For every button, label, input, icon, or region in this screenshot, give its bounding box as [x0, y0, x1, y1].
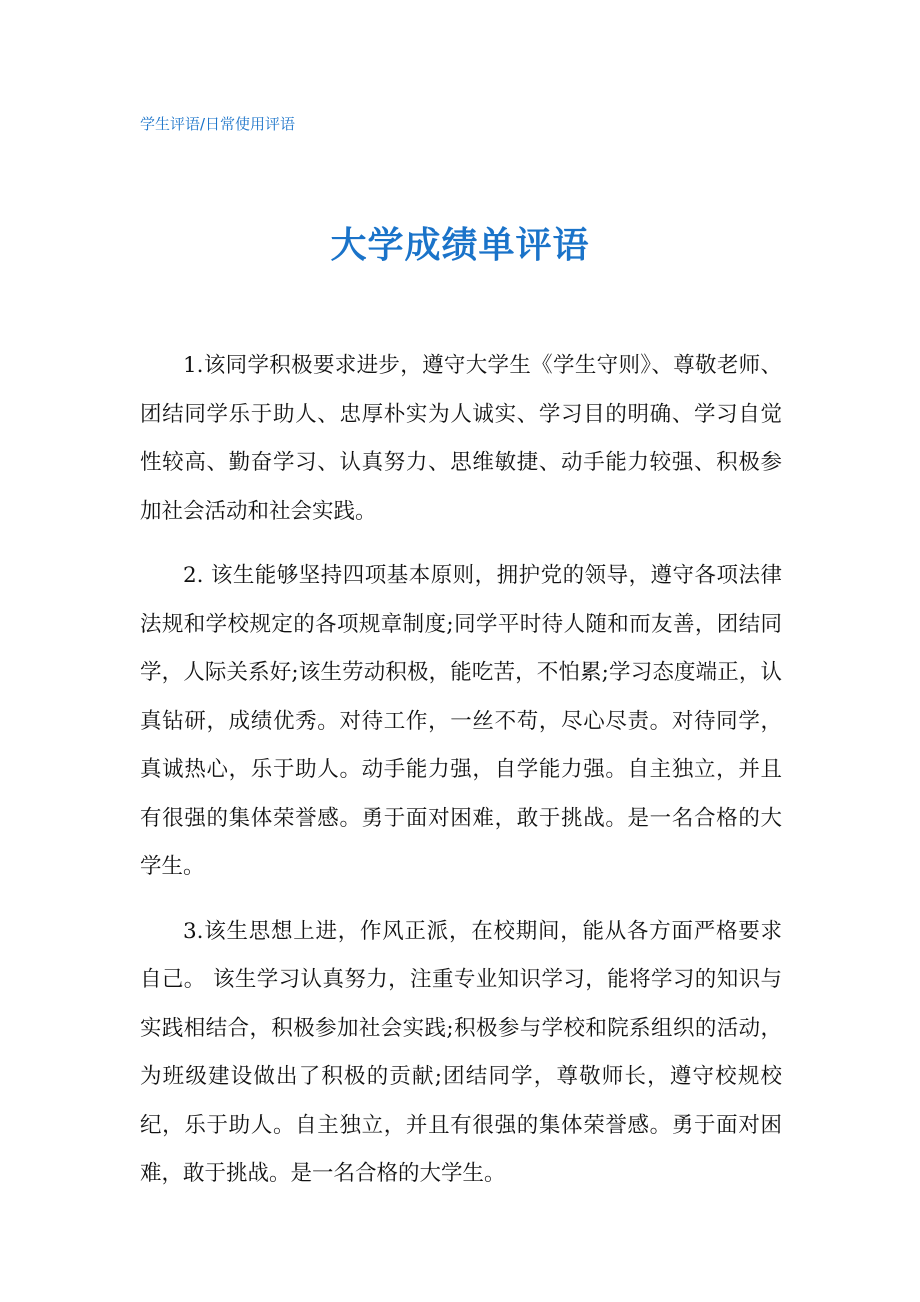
page-title: 大学成绩单评语 — [330, 225, 590, 266]
document-body — [140, 342, 782, 1215]
paragraph-3: 3.该生思想上进，作风正派，在校期间，能从各方面严格要求自己。 该生学习认真努力，注重专业知识学习，能将学习的知识与实践相结合，积极参加社会实践;积极参与学校和院系组织的活动，为班级建设做出了积极的贡献;团结同学，尊敬师长，遵守校规校纪，乐于助人。自主独立，并且有很强的集体荣誉感。勇于面对困难，敢于挑战。是一名合格的大学生。 — [140, 918, 782, 1186]
breadcrumb[interactable]: 学生评语/日常使用评语 — [140, 115, 296, 133]
paragraph-2: 2. 该生能够坚持四项基本原则，拥护党的领导，遵守各项法律法规和学校规定的各项规章制度;同学平时待人随和而友善，团结同学，人际关系好;该生劳动积极，能吃苦，不怕累;学习态度端正，认真钻研，成绩优秀。对待工作，一丝不苟，尽心尽责。对待同学，真诚热心，乐于助人。动手能力强，自学能力强。自主独立，并且有很强的集体荣誉感。勇于面对困难，敢于挑战。是一名合格的大学生。 — [140, 563, 782, 879]
paragraph-1: 1.该同学积极要求进步，遵守大学生《学生守则》、尊敬老师、团结同学乐于助人、忠厚朴实为人诚实、学习目的明确、学习自觉性较高、勤奋学习、认真努力、思维敏捷、动手能力较强、积极参加社会活动和社会实践。 — [140, 353, 782, 524]
